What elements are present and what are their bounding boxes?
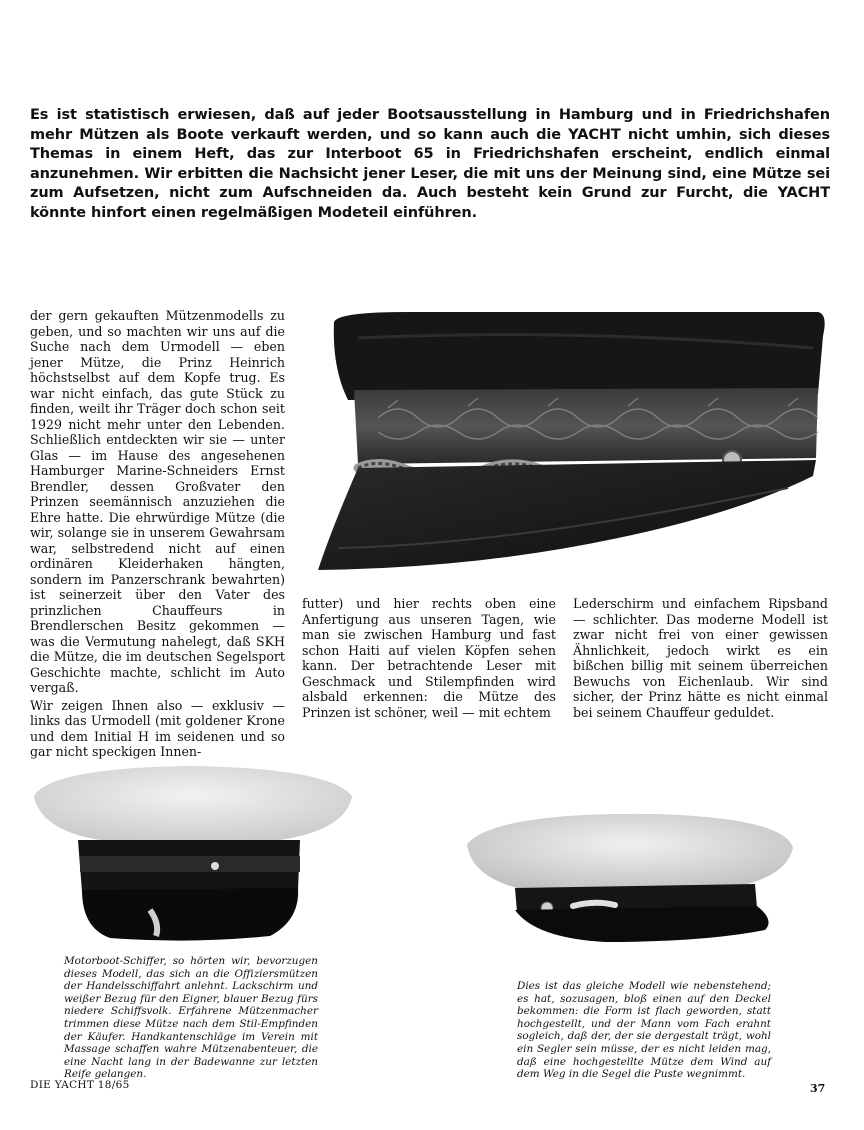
column-2-text: futter) und hier rechts oben eine Anfertigung aus unseren Tagen, wie man sie zwischen Hamburg und fast schon Haiti auf vielen Köpfen sehen kann. Der betrachtende Leser mit Geschmack und Stilempfinden wird alsbald erkennen: die Mütze des Prinzen ist schöner, weil — mit echtem — [302, 596, 556, 720]
photo-embroidered-captain-cap — [318, 308, 828, 576]
caption-flat-cap: Dies ist das gleiche Modell wie nebenstehend; es hat, sozusagen, bloß einen auf den Deckel bekommen: die Form ist flach geworden, statt hochgestellt, und der Mann vom Fach erahnt sogleich, daß der, der sie dergestalt trägt, wohl ein Segler sein müsse, der es nicht leiden mag, daß eine hochgestellte Mütze dem Wind auf dem Weg in die Segel die Puste wegnimmt. — [517, 980, 771, 1081]
caption-motorboat-cap: Motorboot-Schiffer, so hörten wir, bevorzugen dieses Modell, das sich an die Offiziersmützen der Handelsschiffahrt anlehnt. Lackschirm und weißer Bezug für den Eigner, blauer Bezug fürs niedere Schiffsvolk. Erfahrene Mützenmacher trimmen diese Mütze nach dem Stil-Empfinden der Käufer. Handkantenschläge im Verein mit Massage schaffen wahre Mützenabenteuer, die eine Nacht lang in der Badewanne zur letzten Reife gelangen. — [64, 955, 318, 1081]
photo-motorboat-cap — [30, 760, 358, 945]
page-number: 37 — [810, 1082, 826, 1095]
footer-publication: DIE YACHT 18/65 — [30, 1079, 130, 1091]
column-1-paragraph-1: der gern gekauften Mützenmodells zu geben, und so machten wir uns auf die Suche nach dem Urmodell — eben jener Mütze, die Prinz Heinrich höchstselbst auf dem Kopfe trug. Es war nicht einfach, das gute Stück zu finden, weilt ihr Träger doch schon seit 1929 nicht mehr unter den Lebenden. Schließlich entdeckten wir sie — unter Glas — im Hause des angesehenen Hamburger Marine-Schneiders Ernst Brendler, dessen Großvater den Prinzen seemännisch anzuziehen die Ehre hatte. Die ehrwürdige Mütze (die wir, solange sie in unserem Gewahrsam war, selbstredend nicht auf einen ordinären Kleiderhaken hängten, sondern im Panzerschrank bewahrten) ist seinerzeit über den Vater des prinzlichen Chauffeurs in Brendlerschen Besitz gekommen — was die Vermutung nahelegt, daß SKH die Mütze, die im deutschen Segelsport Geschichte machte, schlicht im Auto vergaß. — [30, 308, 285, 695]
article-column-1 — [30, 308, 285, 762]
column-1-paragraph-2: Wir zeigen Ihnen also — exklusiv — links das Urmodell (mit goldener Krone und dem Initial H im seidenen und so gar nicht speckigen Innen- — [30, 697, 285, 759]
intro-text: Es ist statistisch erwiesen, daß auf jeder Bootsausstellung in Hamburg und in Friedrichshafen mehr Mützen als Boote verkauft werden, und so kann auch die YACHT nicht umhin, sich dieses Themas in einem Heft, das zur Interboot 65 in Friedrichshafen erscheint, endlich einmal anzunehmen. Wir erbitten die Nachsicht jener Leser, die mit uns der Meinung sind, eine Mütze sei zum Aufsetzen, nicht zum Aufschneiden da. Auch besteht kein Grund zur Furcht, die YACHT könnte hinfort einen regelmäßigen Modeteil einführen. — [30, 107, 830, 221]
column-3-text: Lederschirm und einfachem Ripsband — schlichter. Das moderne Modell ist zwar nicht frei von einer gewissen Ähnlichkeit, jedoch wirkt es ein bißchen billig mit seinem überreichen Bewuchs von Eichenlaub. Wir sind sicher, der Prinz hätte es nicht einmal bei seinem Chauffeur geduldet. — [573, 596, 828, 720]
photo-flat-sailor-cap — [465, 808, 797, 948]
article-column-3 — [573, 596, 828, 722]
article-column-2 — [302, 596, 556, 722]
